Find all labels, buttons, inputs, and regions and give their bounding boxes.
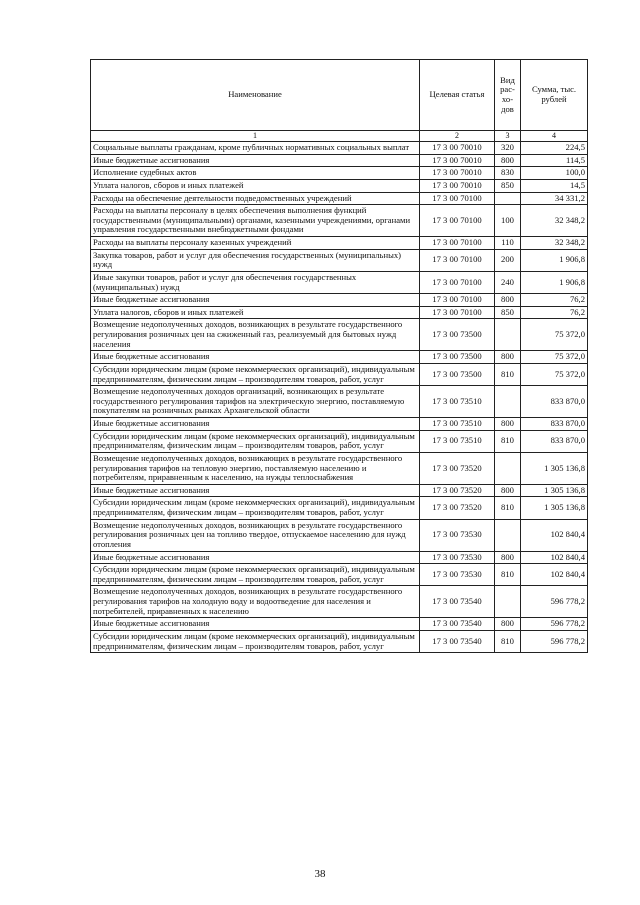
table-row bbox=[91, 167, 588, 180]
table-row bbox=[91, 618, 588, 631]
row-name-cell: Иные бюджетные ассигнования bbox=[91, 484, 420, 497]
row-target-article-cell: 17 3 00 70100 bbox=[420, 237, 495, 250]
row-expense-type-cell: 800 bbox=[495, 484, 521, 497]
row-amount-cell: 833 870,0 bbox=[521, 386, 588, 418]
row-target-article-cell: 17 3 00 73510 bbox=[420, 418, 495, 431]
row-target-article-cell: 17 3 00 73530 bbox=[420, 519, 495, 551]
row-amount-cell: 1 305 136,8 bbox=[521, 497, 588, 519]
header-row bbox=[91, 60, 588, 131]
table-row bbox=[91, 351, 588, 364]
row-expense-type-cell: 240 bbox=[495, 271, 521, 293]
row-amount-cell: 75 372,0 bbox=[521, 319, 588, 351]
row-target-article-cell: 17 3 00 73510 bbox=[420, 386, 495, 418]
table-row bbox=[91, 154, 588, 167]
row-name-cell: Возмещение недополученных доходов, возникающих в результате государственного регулирования розничных цен на сжиженный газ, реализуемый для бытовых нужд населения bbox=[91, 319, 420, 351]
row-expense-type-cell: 810 bbox=[495, 430, 521, 452]
row-amount-cell: 1 906,8 bbox=[521, 271, 588, 293]
row-amount-cell: 102 840,4 bbox=[521, 519, 588, 551]
row-name-cell: Субсидии юридическим лицам (кроме некоммерческих организаций), индивидуальным предпринимателям, физическим лицам – производителям товаров, работ, услуг bbox=[91, 430, 420, 452]
row-name-cell: Иные бюджетные ассигнования bbox=[91, 154, 420, 167]
row-target-article-cell: 17 3 00 70100 bbox=[420, 205, 495, 237]
row-amount-cell: 114,5 bbox=[521, 154, 588, 167]
table-row bbox=[91, 192, 588, 205]
table-row bbox=[91, 237, 588, 250]
table-row bbox=[91, 519, 588, 551]
row-target-article-cell: 17 3 00 73520 bbox=[420, 484, 495, 497]
row-name-cell: Возмещение недополученных доходов организаций, возникающих в результате государственного регулирования тарифов на электрическую энергию, поставляемую покупателям на розничных рынках Архангельской области bbox=[91, 386, 420, 418]
table-row bbox=[91, 142, 588, 155]
row-expense-type-cell bbox=[495, 586, 521, 618]
row-name-cell: Иные бюджетные ассигнования bbox=[91, 418, 420, 431]
row-expense-type-cell bbox=[495, 386, 521, 418]
row-amount-cell: 1 305 136,8 bbox=[521, 484, 588, 497]
row-target-article-cell: 17 3 00 73540 bbox=[420, 630, 495, 652]
row-expense-type-cell bbox=[495, 319, 521, 351]
row-target-article-cell: 17 3 00 73500 bbox=[420, 319, 495, 351]
row-name-cell: Иные закупки товаров, работ и услуг для обеспечения государственных (муниципальных) нужд bbox=[91, 271, 420, 293]
row-target-article-cell: 17 3 00 73520 bbox=[420, 452, 495, 484]
table-row bbox=[91, 306, 588, 319]
row-target-article-cell: 17 3 00 73510 bbox=[420, 430, 495, 452]
table-row bbox=[91, 363, 588, 385]
row-expense-type-cell: 830 bbox=[495, 167, 521, 180]
row-target-article-cell: 17 3 00 73540 bbox=[420, 586, 495, 618]
row-amount-cell: 14,5 bbox=[521, 179, 588, 192]
header-name: Наименование bbox=[91, 60, 420, 131]
row-target-article-cell: 17 3 00 73540 bbox=[420, 618, 495, 631]
row-name-cell: Иные бюджетные ассигнования bbox=[91, 618, 420, 631]
table-row bbox=[91, 386, 588, 418]
row-name-cell: Расходы на выплаты персоналу в целях обеспечения выполнения функций государственными (муниципальными) органами, казенными учреждениями, органами управления государственными внебюджетными фондами bbox=[91, 205, 420, 237]
row-name-cell: Социальные выплаты гражданам, кроме публичных нормативных социальных выплат bbox=[91, 142, 420, 155]
row-amount-cell: 76,2 bbox=[521, 306, 588, 319]
row-expense-type-cell: 800 bbox=[495, 418, 521, 431]
row-expense-type-cell bbox=[495, 192, 521, 205]
row-name-cell: Субсидии юридическим лицам (кроме некоммерческих организаций), индивидуальным предпринимателям, физическим лицам – производителям товаров, работ, услуг bbox=[91, 564, 420, 586]
row-name-cell: Расходы на выплаты персоналу казенных учреждений bbox=[91, 237, 420, 250]
row-expense-type-cell: 800 bbox=[495, 351, 521, 364]
table-row bbox=[91, 551, 588, 564]
table-row bbox=[91, 294, 588, 307]
row-expense-type-cell bbox=[495, 519, 521, 551]
row-name-cell: Расходы на обеспечение деятельности подведомственных учреждений bbox=[91, 192, 420, 205]
row-expense-type-cell: 800 bbox=[495, 294, 521, 307]
row-expense-type-cell: 810 bbox=[495, 363, 521, 385]
table-row bbox=[91, 452, 588, 484]
table-body bbox=[91, 142, 588, 653]
row-expense-type-cell: 200 bbox=[495, 249, 521, 271]
row-amount-cell: 32 348,2 bbox=[521, 205, 588, 237]
row-amount-cell: 1 906,8 bbox=[521, 249, 588, 271]
row-amount-cell: 76,2 bbox=[521, 294, 588, 307]
row-name-cell: Субсидии юридическим лицам (кроме некоммерческих организаций), индивидуальным предпринимателям, физическим лицам – производителям товаров, работ, услуг bbox=[91, 497, 420, 519]
row-amount-cell: 34 331,2 bbox=[521, 192, 588, 205]
row-target-article-cell: 17 3 00 70010 bbox=[420, 142, 495, 155]
row-target-article-cell: 17 3 00 73530 bbox=[420, 564, 495, 586]
row-target-article-cell: 17 3 00 70100 bbox=[420, 306, 495, 319]
table-row bbox=[91, 205, 588, 237]
column-number: 4 bbox=[521, 131, 588, 142]
row-expense-type-cell: 110 bbox=[495, 237, 521, 250]
row-name-cell: Возмещение недополученных доходов, возникающих в результате государственного регулирования розничных цен на топливо твердое, отпускаемое населению для нужд отопления bbox=[91, 519, 420, 551]
row-name-cell: Субсидии юридическим лицам (кроме некоммерческих организаций), индивидуальным предпринимателям, физическим лицам – производителям товаров, работ, услуг bbox=[91, 630, 420, 652]
column-number: 1 bbox=[91, 131, 420, 142]
row-target-article-cell: 17 3 00 73500 bbox=[420, 351, 495, 364]
row-expense-type-cell: 800 bbox=[495, 154, 521, 167]
table-row bbox=[91, 586, 588, 618]
row-target-article-cell: 17 3 00 70100 bbox=[420, 294, 495, 307]
table-row bbox=[91, 249, 588, 271]
table-row bbox=[91, 484, 588, 497]
row-name-cell: Уплата налогов, сборов и иных платежей bbox=[91, 179, 420, 192]
table-row bbox=[91, 630, 588, 652]
header-amount: Сумма, тыс. рублей bbox=[521, 60, 588, 131]
row-amount-cell: 1 305 136,8 bbox=[521, 452, 588, 484]
row-expense-type-cell: 320 bbox=[495, 142, 521, 155]
table-row bbox=[91, 319, 588, 351]
row-amount-cell: 102 840,4 bbox=[521, 564, 588, 586]
row-amount-cell: 102 840,4 bbox=[521, 551, 588, 564]
row-name-cell: Исполнение судебных актов bbox=[91, 167, 420, 180]
table-row bbox=[91, 430, 588, 452]
row-name-cell: Иные бюджетные ассигнования bbox=[91, 351, 420, 364]
row-expense-type-cell: 800 bbox=[495, 551, 521, 564]
row-amount-cell: 596 778,2 bbox=[521, 586, 588, 618]
row-amount-cell: 75 372,0 bbox=[521, 351, 588, 364]
table-row bbox=[91, 497, 588, 519]
header-target-article: Целевая статья bbox=[420, 60, 495, 131]
row-expense-type-cell: 810 bbox=[495, 630, 521, 652]
row-expense-type-cell: 100 bbox=[495, 205, 521, 237]
row-amount-cell: 596 778,2 bbox=[521, 630, 588, 652]
row-target-article-cell: 17 3 00 73500 bbox=[420, 363, 495, 385]
row-name-cell: Иные бюджетные ассигнования bbox=[91, 551, 420, 564]
table-row bbox=[91, 271, 588, 293]
row-name-cell: Возмещение недополученных доходов, возникающих в результате государственного регулирования тарифов на холодную воду и водоотведение для населения и потребителей, приравненных к населению bbox=[91, 586, 420, 618]
row-name-cell: Иные бюджетные ассигнования bbox=[91, 294, 420, 307]
row-name-cell: Возмещение недополученных доходов, возникающих в результате государственного регулирования тарифов на тепловую энергию, поставляемую населению и потребителям, приравненным к населению, на нужды теплоснабжения bbox=[91, 452, 420, 484]
row-target-article-cell: 17 3 00 70100 bbox=[420, 249, 495, 271]
row-expense-type-cell: 850 bbox=[495, 179, 521, 192]
row-amount-cell: 596 778,2 bbox=[521, 618, 588, 631]
row-name-cell: Субсидии юридическим лицам (кроме некоммерческих организаций), индивидуальным предпринимателям, физическим лицам – производителям товаров, работ, услуг bbox=[91, 363, 420, 385]
budget-table bbox=[90, 59, 588, 653]
column-number: 2 bbox=[420, 131, 495, 142]
row-target-article-cell: 17 3 00 70100 bbox=[420, 192, 495, 205]
header-expense-type: Вид рас-хо-дов bbox=[495, 60, 521, 131]
table-row bbox=[91, 418, 588, 431]
row-expense-type-cell: 800 bbox=[495, 618, 521, 631]
page-number: 38 bbox=[314, 868, 326, 880]
row-expense-type-cell: 850 bbox=[495, 306, 521, 319]
row-expense-type-cell: 810 bbox=[495, 564, 521, 586]
column-number: 3 bbox=[495, 131, 521, 142]
row-expense-type-cell: 810 bbox=[495, 497, 521, 519]
row-expense-type-cell bbox=[495, 452, 521, 484]
table-row bbox=[91, 564, 588, 586]
row-amount-cell: 75 372,0 bbox=[521, 363, 588, 385]
row-target-article-cell: 17 3 00 73530 bbox=[420, 551, 495, 564]
table-row bbox=[91, 179, 588, 192]
row-target-article-cell: 17 3 00 70010 bbox=[420, 154, 495, 167]
row-amount-cell: 32 348,2 bbox=[521, 237, 588, 250]
row-name-cell: Закупка товаров, работ и услуг для обеспечения государственных (муниципальных) нужд bbox=[91, 249, 420, 271]
row-amount-cell: 100,0 bbox=[521, 167, 588, 180]
row-target-article-cell: 17 3 00 73520 bbox=[420, 497, 495, 519]
row-target-article-cell: 17 3 00 70010 bbox=[420, 167, 495, 180]
row-amount-cell: 224,5 bbox=[521, 142, 588, 155]
row-target-article-cell: 17 3 00 70100 bbox=[420, 271, 495, 293]
row-amount-cell: 833 870,0 bbox=[521, 430, 588, 452]
row-target-article-cell: 17 3 00 70010 bbox=[420, 179, 495, 192]
row-amount-cell: 833 870,0 bbox=[521, 418, 588, 431]
column-number-row bbox=[91, 131, 588, 142]
row-name-cell: Уплата налогов, сборов и иных платежей bbox=[91, 306, 420, 319]
